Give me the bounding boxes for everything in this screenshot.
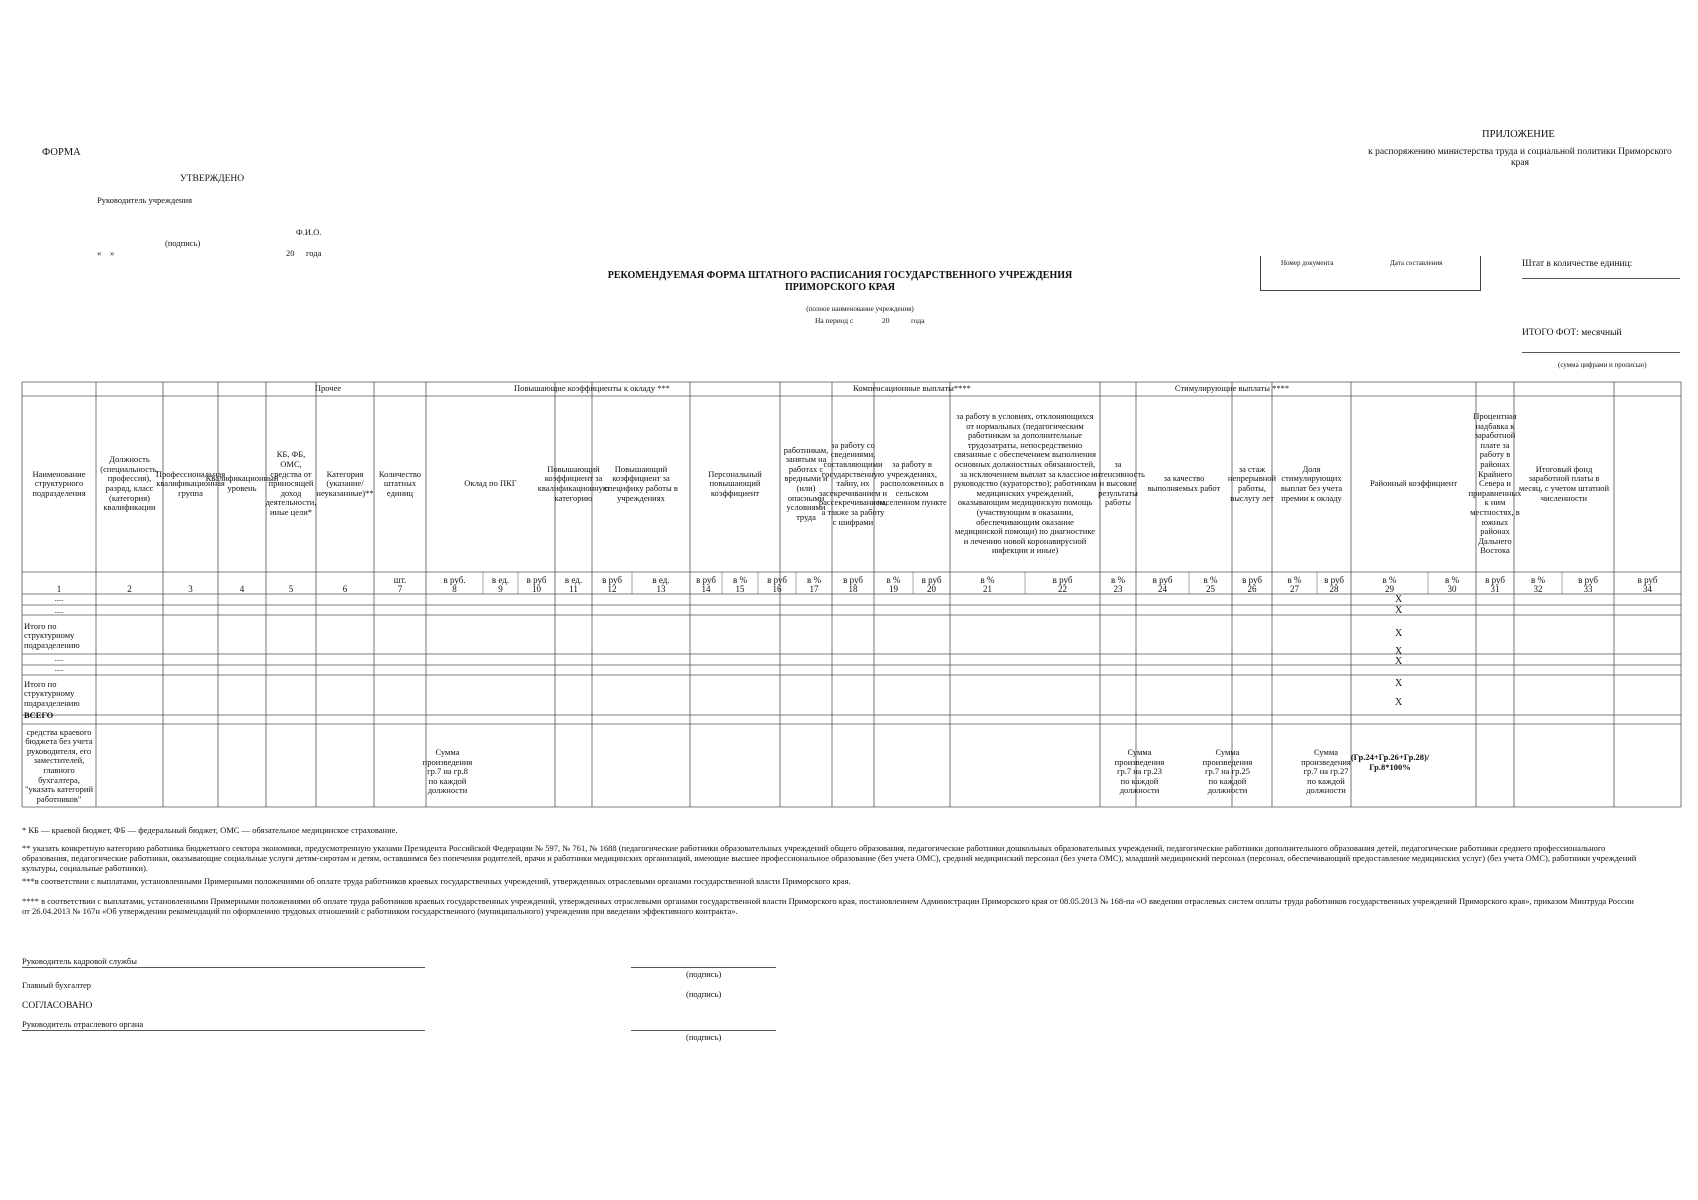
chief-accountant-label: Главный бухгалтер [22,980,92,990]
column-number: 33 [1583,584,1593,594]
staffing-table [22,382,1681,807]
column-number: 34 [1643,584,1652,594]
unit-label: в руб [843,575,863,585]
column-header-8: Оклад по ПКГ [464,478,517,489]
column-number: 25 [1206,584,1215,594]
unit-label: в руб. [443,575,466,585]
unit-label: в ед. [564,575,583,585]
sector-sign-line [631,1030,776,1031]
column-header-21: Процентная надбавка к заработной плате за работу в районах Крайнего Севера и приравненных к ним местностях, в южных районах Дальнего Востока [1468,411,1522,556]
title-line-1: РЕКОМЕНДУЕМАЯ ФОРМА ШТАТНОГО РАСПИСАНИЯ ГОСУДАРСТВЕННОГО УЧРЕЖДЕНИЯ [607,270,1073,281]
title-line-2: ПРИМОРСКОГО КРАЯ [784,281,896,293]
column-number: 9 [498,584,503,594]
hr-head-label: Руководитель кадровой службы [22,956,137,966]
column-number: 21 [983,584,992,594]
unit-label: в ед. [491,575,510,585]
unit-label: в руб [1052,575,1073,585]
fio-label: Ф.И.О. [296,227,322,237]
unit-label: в ед. [652,575,670,585]
period-year: 20 [882,316,890,325]
column-number: 27 [1290,584,1299,594]
column-header-18: за стаж непрерывной работы, выслугу лет [1227,463,1277,503]
document-number-label: Номер документа [1281,259,1334,267]
column-header-11: Персональный повышающий коэффициент [708,468,762,498]
formula-col-28: Сумма произведения гр.7 на гр.27 по каждой должности [1301,747,1351,796]
head-of-institution-label: Руководитель учреждения [97,195,193,205]
x-mark: X [1395,605,1403,616]
unit-label: в % [807,575,821,585]
unit-label: в % [1445,575,1459,585]
column-header-9: Повышающий коэффициент за квалификационную категорию [537,463,610,503]
column-number: 14 [701,584,711,594]
unit-label: в % [1531,575,1545,585]
x-mark: X [1395,628,1403,639]
unit-label: в % [886,575,901,585]
formula-col-29: (Гр.24+Гр.26+Гр.28)/ Гр.8*100% [1350,752,1430,772]
column-number: 3 [188,584,193,594]
sector-head-label: Руководитель отраслевого органа [22,1019,144,1029]
column-number: 31 [1490,584,1500,594]
column-number: 19 [889,584,898,594]
unit-label: в руб [526,575,547,585]
document-date-label: Дата составления [1390,259,1443,267]
column-number: 20 [927,584,936,594]
grand-total-row: ВСЕГО [24,710,54,721]
subtotal-row-2: Итого по структурному подразделению [24,678,80,708]
column-header-17: за качество выполняемых работ [1147,473,1221,493]
dots-row-2: .... [54,605,64,616]
x-mark: X [1395,697,1403,708]
unit-label: в % [1382,575,1397,585]
period-year-suffix: года [911,316,925,325]
column-number: 29 [1385,584,1394,594]
signature-hint: (подпись) [686,1032,722,1042]
formula-col-24: Сумма произведения гр.7 на гр.23 по каждой должности [1114,747,1165,796]
group-header-compensation: Компенсационные выплаты**** [853,383,971,394]
unit-label: в % [1287,575,1302,585]
x-mark: X [1395,594,1403,605]
unit-label: в % [1203,575,1218,585]
column-number: 28 [1329,584,1339,594]
unit-label: в руб [1485,575,1505,585]
group-header-other: Прочее [314,383,342,394]
regional-budget-row: средства краевого бюджета без учета руководителя, его заместителей, главного бухгалтера, "указать категорий работников" [24,726,94,804]
group-header-coefficients: Повышающие коэффициенты к окладу *** [513,383,670,394]
column-number: 18 [848,584,858,594]
x-mark: X [1395,646,1403,657]
staff-count-line [1522,278,1680,279]
dots-row-4: .... [54,663,64,674]
order-reference: к распоряжению министерства труда и социальной политики Приморского края [1368,147,1672,169]
dots-row-1: .... [54,593,64,604]
sum-hint: (сумма цифрами и прописью) [1558,361,1647,369]
column-header-14: за работу в учреждениях, расположенных в сельском населенном пункте [877,459,947,508]
column-header-5: КБ, ФБ, ОМС, средства от приносящей доход деятельности, иные цели* [265,449,317,517]
column-header-6: Категория (указание/неуказанные)** [316,468,374,498]
x-mark: X [1395,678,1403,689]
signature-hint: (подпись) [686,969,722,979]
column-number: 1 [56,584,62,594]
column-number: 10 [532,584,541,594]
column-header-19: Доля стимулирующих выплат без учета премии к окладу [1280,463,1343,503]
column-header-12: работникам, занятым на работах с вредными и (или) опасными условиями труда [783,444,829,522]
column-number: 13 [656,584,666,594]
column-number: 12 [607,584,617,594]
date-year: 20 [286,248,295,258]
unit-label: в руб [1242,575,1262,585]
formula-col-26: Сумма произведения гр.7 на гр.25 по каждой должности [1202,747,1253,796]
subtotal-row-1: Итого по структурному подразделению [24,620,80,650]
hr-sign-line [631,967,776,968]
column-header-20: Районный коэффициент [1369,478,1458,489]
unit-label: в % [1111,575,1125,585]
note-4: **** в соответствии с выплатами, установленными Примерными положениями об оплате труда работников краевых государственных учреждений, утвержденных отраслевыми органами государственной власти Приморского края, постановлением Администрации Приморского края от 08.05.2013 № 168-па «О введении отраслевых систем оплаты труда работников государственных учреждений Приморского края», приказом Минтруда России от 26.04.2013 № 167н «Об утверждении рекомендаций по оформлению трудовых отношений с работником государственного (муниципального) учреждения при введении эффективного контракта». [22,896,1634,917]
form-label: ФОРМА [42,147,81,158]
agreed-label: СОГЛАСОВАНО [22,1001,93,1011]
unit-label: в руб [1578,575,1598,585]
column-number: 6 [342,584,348,594]
staff-count-label: Штат в количестве единиц: [1522,259,1633,269]
column-number: 8 [452,584,457,594]
column-header-22: Итоговый фонд заработной платы в месяц, с учетом штатной численности [1518,463,1610,503]
hr-head-line [22,967,425,968]
group-header-incentive: Стимулирующие выплаты **** [1174,383,1290,394]
unit-label: в руб [602,575,622,585]
column-header-1: Наименование структурного подразделения [32,468,86,498]
appendix-label: ПРИЛОЖЕНИЕ [1482,129,1555,140]
column-header-4: Квалификационный уровень [205,473,279,493]
note-2: ** указать конкретную категорию работника бюджетного сектора экономики, предусмотренную указами Президента Российской Федерации № 597, № 761, № 1688 (педагогические работники образовательных учреждений общего образования, педагогические работники дошкольных образовательных учреждений, педагогические работники дополнительного образования детей, педагогические работники среднего профессионального образования, педагогические работники, оказывающие социальные услуги детям-сиротам и детям, оставшимся без попечения родителей, врачи и работники медицинских организаций, имеющие высшее профессиональное образование (без учета ОМС), средний медицинский персонал (без учета ОМС), младший медицинский персонал (персонал, обеспечивающий предоставление медицинских услуг) (без учета ОМС), работники учреждений культуры, социальные работники). [22,843,1637,874]
total-payroll-line [1522,352,1680,353]
column-header-15: за работу в условиях, отклоняющихся от нормальных (педагогическим работникам за дополнительные трудозатраты, непосредственно связанные с обеспечением выполнения основных должностных обязанностей, за исключением выплат за классное руководство (кураторство); работникам медицинских учреждений, оказывающим медицинскую помощь (участвующим в оказании, обеспечивающим оказание медицинской помощи) по диагностике и лечению новой коронавирусной инфекции и иные) [953,411,1097,556]
column-number: 32 [1533,584,1543,594]
column-header-10: Повышающий коэффициент за специфику работы в учреждениях [604,463,678,503]
date-year-suffix: года [306,248,322,258]
sector-head-line [22,1030,425,1031]
unit-label: в руб [1152,575,1173,585]
column-number: 23 [1113,584,1123,594]
column-number: 22 [1058,584,1067,594]
full-name-hint: (полное наименование учреждения) [806,305,914,313]
unit-label: в руб [696,575,716,585]
column-header-13: за работу со сведениями, составляющими государственную тайну, их засекречиванием и рассекречиванием, а также за работу с шифрами [818,439,888,527]
column-number: 30 [1447,584,1457,594]
column-number: 7 [397,584,403,594]
unit-label: в % [980,575,995,585]
unit-label: в руб [1324,575,1344,585]
column-header-3: Профессиональная квалификационная группа [155,468,226,498]
formula-col-8: Сумма произведения гр.7 на гр.8 по каждой должности [422,747,473,796]
x-mark: X [1395,656,1403,667]
column-header-16: за интенсивность и высокие результаты работы [1091,459,1145,508]
column-number: 5 [288,584,294,594]
total-payroll-label: ИТОГО ФОТ: месячный [1522,328,1622,338]
column-number: 17 [809,584,819,594]
approved-label: УТВЕРЖДЕНО [180,174,245,184]
document-title [560,270,1120,293]
unit-label: в % [733,575,747,585]
column-number: 26 [1247,584,1257,594]
column-number: 15 [735,584,745,594]
column-header-2: Должность (специальность, профессия), разряд, класс (категория) квалификации [100,454,159,513]
signature-hint: (подпись) [686,989,722,999]
column-number: 4 [239,584,245,594]
unit-label: в руб [921,575,942,585]
column-header-7: Количество штатных единиц [378,468,422,498]
period-from: На период с [815,316,854,325]
unit-label: в руб [1637,575,1658,585]
dots-row-3: .... [54,653,64,664]
unit-label: в руб [767,575,787,585]
note-3: ***в соответствии с выплатами, установленными Примерными положениями об оплате труда работников краевых государственных учреждений, утвержденных отраслевыми органами государственной власти Приморского края. [22,876,851,886]
column-number: 2 [127,584,132,594]
note-1: * КБ — краевой бюджет, ФБ — федеральный бюджет, ОМС — обязательное медицинское страхование. [22,825,398,835]
column-number: 24 [1158,584,1167,594]
signature-hint: (подпись) [165,238,201,248]
date-quote-open: « [97,248,102,258]
column-number: 16 [772,584,782,594]
column-number: 11 [569,584,578,594]
date-quote-close: » [110,248,115,258]
unit-label: шт. [393,575,407,585]
document-info-box [1260,256,1481,291]
